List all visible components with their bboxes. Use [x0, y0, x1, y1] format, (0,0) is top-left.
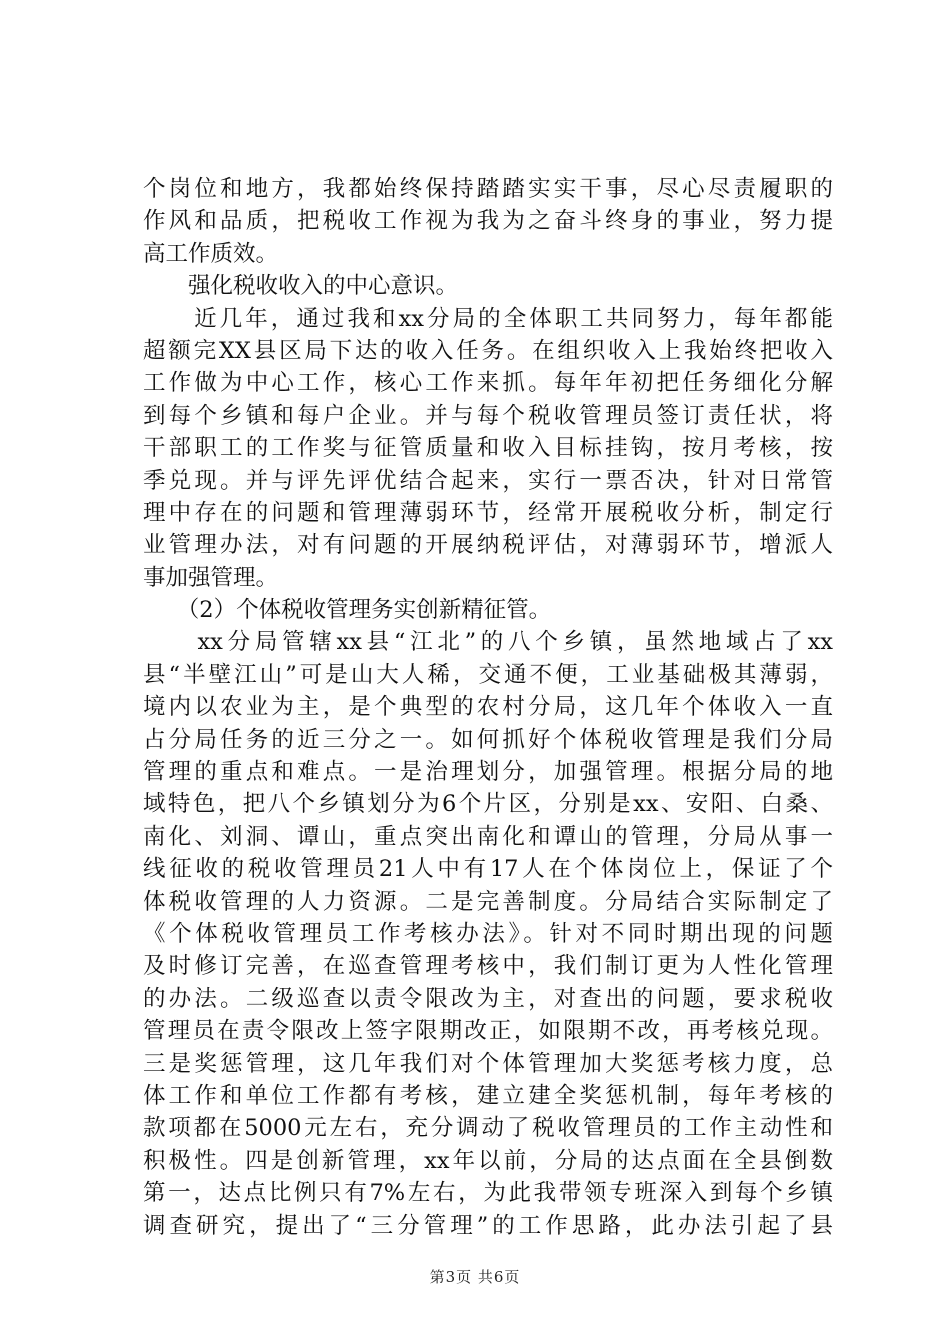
paragraph-line: 的办法。二级巡查以责令限改为主，对查出的问题，要求税收 — [143, 985, 833, 1012]
paragraph-line: 体税收管理的人力资源。二是完善制度。分局结合实际制定了 — [143, 888, 833, 915]
paragraph-line: 域特色，把八个乡镇划分为6个片区，分别是xx、安阳、白桑、 — [143, 791, 833, 818]
paragraph-line: 作风和品质，把税收工作视为我为之奋斗终身的事业，努力提 — [143, 208, 833, 235]
paragraph-line: 体工作和单位工作都有考核，建立建全奖惩机制，每年考核的 — [143, 1082, 833, 1109]
paragraph-line: 积极性。四是创新管理，xx年以前，分局的达点面在全县倒数 — [143, 1147, 833, 1174]
paragraph-line: 调查研究，提出了“三分管理”的工作思路，此办法引起了县 — [143, 1212, 833, 1239]
paragraph-line: 及时修订完善，在巡查管理考核中，我们制订更为人性化管理 — [143, 953, 833, 980]
paragraph-line: 款项都在5000元左右，充分调动了税收管理员的工作主动性和 — [143, 1115, 833, 1142]
document-body — [143, 173, 833, 1242]
paragraph-line: 事加强管理。 — [143, 564, 279, 591]
paragraph-line: 占分局任务的近三分之一。如何抓好个体税收管理是我们分局 — [143, 726, 833, 753]
paragraph-line: 个岗位和地方，我都始终保持踏踏实实干事，尽心尽责履职的 — [143, 176, 833, 202]
paragraph-line: 管理员在责令限改上签字限期改正，如限期不改，再考核兑现。 — [143, 1018, 833, 1045]
paragraph-line: 线征收的税收管理员21人中有17人在个体岗位上，保证了个 — [143, 856, 833, 883]
page-footer — [0, 1266, 950, 1287]
paragraph-line: 超额完XX县区局下达的收入任务。在组织收入上我始终把收入 — [143, 337, 833, 364]
paragraph-line: 工作做为中心工作，核心工作来抓。每年年初把任务细化分解 — [143, 370, 833, 397]
paragraph-line: 南化、刘洞、谭山，重点突出南化和谭山的管理，分局从事一 — [143, 823, 833, 850]
paragraph-line: 到每个乡镇和每户企业。并与每个税收管理员签订责任状，将 — [143, 402, 833, 429]
paragraph-line: 季兑现。并与评先评优结合起来，实行一票否决，针对日常管 — [143, 467, 833, 494]
paragraph-line: 三是奖惩管理，这几年我们对个体管理加大奖惩考核力度，总 — [143, 1050, 833, 1077]
paragraph-line: 干部职工的工作奖与征管质量和收入目标挂钩，按月考核，按 — [143, 435, 833, 462]
paragraph-line: 业管理办法，对有问题的开展纳税评估，对薄弱环节，增派人 — [143, 532, 833, 559]
paragraph-line: 管理的重点和难点。一是治理划分，加强管理。根据分局的地 — [143, 759, 833, 786]
page-number: 第3页 共6页 — [429, 1268, 521, 1286]
section-heading-line: 强化税收收入的中心意识。 — [143, 273, 459, 300]
paragraph-line: 近几年，通过我和xx分局的全体职工共同努力，每年都能 — [143, 305, 833, 332]
paragraph-line: xx分局管辖xx县“江北”的八个乡镇，虽然地域占了xx — [143, 629, 833, 656]
paragraph-line: 《个体税收管理员工作考核办法》。针对不同时期出现的问题 — [143, 920, 833, 947]
paragraph-line: 高工作质效。 — [143, 240, 279, 267]
section-heading-line: （2）个体税收管理务实创新精征管。 — [143, 597, 552, 624]
paragraph-line: 理中存在的问题和管理薄弱环节，经常开展税收分析，制定行 — [143, 499, 833, 526]
paragraph-line: 第一，达点比例只有7%左右，为此我带领专班深入到每个乡镇 — [143, 1180, 833, 1207]
paragraph-line: 境内以农业为主，是个典型的农村分局，这几年个体收入一直 — [143, 694, 833, 721]
paragraph-line: 县“半壁江山”可是山大人稀，交通不便，工业基础极其薄弱， — [143, 661, 833, 688]
